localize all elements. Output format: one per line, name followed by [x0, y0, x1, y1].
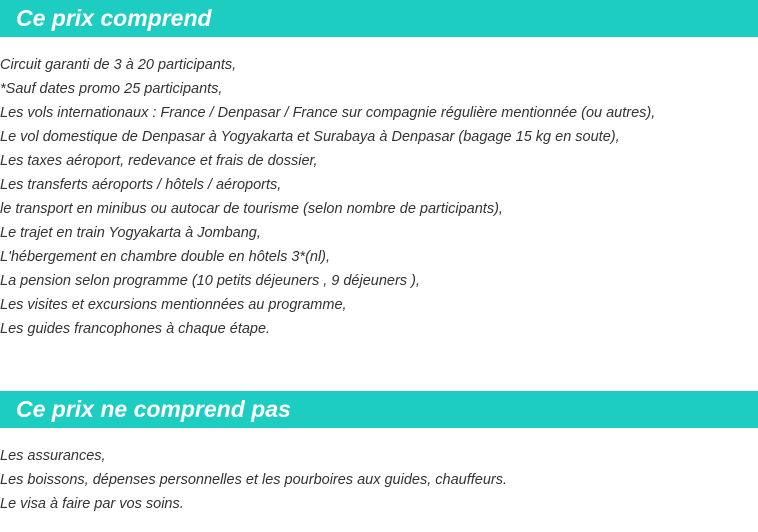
list-item: Les visites et excursions mentionnées au programme, [0, 297, 347, 313]
list-item: La pension selon programme (10 petits déjeuners , 9 déjeuners ), [0, 273, 420, 289]
list-item: Les assurances, [0, 448, 106, 464]
list-item: Les boissons, dépenses personnelles et les pourboires aux guides, chauffeurs. [0, 472, 508, 488]
excludes-section-title: Ce prix ne comprend pas [0, 391, 758, 428]
includes-section-title: Ce prix comprend [0, 0, 758, 37]
includes-list [0, 53, 655, 341]
list-item: Le vol domestique de Denpasar à Yogyakarta et Surabaya à Denpasar (bagage 15 kg en soute), [0, 129, 620, 145]
list-item: Le visa à faire par vos soins. [0, 496, 184, 512]
excludes-list [0, 444, 507, 516]
list-item: Les guides francophones à chaque étape. [0, 321, 271, 337]
list-item: Le trajet en train Yogyakarta à Jombang, [0, 225, 261, 241]
list-item: Les vols internationaux : France / Denpasar / France sur compagnie régulière mentionnée (ou autres), [0, 105, 656, 121]
list-item: Les taxes aéroport, redevance et frais de dossier, [0, 153, 318, 169]
list-item: Les transferts aéroports / hôtels / aéroports, [0, 177, 282, 193]
list-item: L'hébergement en chambre double en hôtels 3*(nl), [0, 249, 331, 265]
list-item: *Sauf dates promo 25 participants, [0, 81, 223, 97]
list-item: Circuit garanti de 3 à 20 participants, [0, 57, 237, 73]
list-item: le transport en minibus ou autocar de tourisme (selon nombre de participants), [0, 201, 503, 217]
